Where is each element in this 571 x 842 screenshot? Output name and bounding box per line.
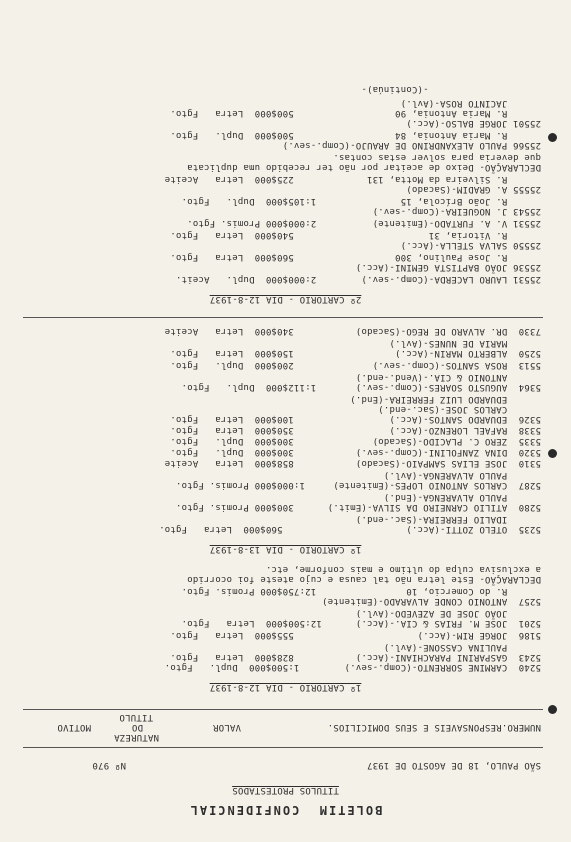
record-line: 5287 CARLOS ANTONIO LOPES-(Emitente) 1:000$000 Promis. Fgto. [175,480,541,490]
record-line: PAULO ALVARENGA-(Avl.) [383,470,541,480]
record-line: R. do Comercio, 10 12:750$000 Promis. Fgto. [181,586,541,596]
record-line: 25550 SALVA STELLA-(Acc.) [400,240,541,250]
section-heading: 1º CARTORIO - DIA 12-8-1937 [209,682,362,692]
record-line: JOÃO JOSE DE AZEVEDO-(Avl.) [355,608,541,618]
record-line: 25501 JORGE BALSO-(Acc.) [406,118,541,128]
record-line: 5335 ZERO C. PLACIDO-(Sacado) 300$000 Dupl. Fgto. [170,436,541,446]
binder-hole [548,133,557,142]
record-line: 5250 ALBERTO MARIN-(Acc.) 150$000 Letra Fgto. [170,348,541,358]
record-line: R. João Brícola, 15 1:105$000 Dupl. Fgto. [181,196,541,206]
continuation-note: -(Continúa)- [361,84,541,94]
col-natureza: DO [131,722,143,732]
declaration-line: que deveria para solver estas contas. [333,152,541,162]
record-line: 5280 ATILIO CARNEIRO DA SILVA-(Emit.) 300$000 Promis. Fgto. [175,502,541,512]
record-line: 5235 OTELO ZOTTI-(Acc.) 560$000 Letra Fgto. [158,524,541,534]
declaration-line: DECLARAÇÃO- Deixo de aceitar por não ter recebido uma duplicata [187,162,541,172]
record-line: 25536 JOÃO BAPTISTA GEMINI-(Acc.) [355,262,541,272]
record-line: PAULINA CASSONE-(Avl.) [383,642,541,652]
record-line: EDUARDO LUIZ FERREIRA-(End.) [349,394,541,404]
declaration-line: DECLARAÇÃO- Este letra não tal causa e cujo ateste foi ocorrido [187,574,541,584]
bulletin-subtitle: TITULOS PROTESTADOS [232,785,339,795]
record-line: 5320 DINA ZANFOLINI-(Comp.-sev.) 300$000 Dupl. Fgto. [170,447,541,457]
record-line: 5243 GASPARINI PARACHIANI-(Acc.) 828$000 Letra Fgto. [170,652,541,662]
record-line: R. Maria Antonia, 90 500$000 Letra Fgto. [170,108,541,118]
record-line: 5257 ANTONIO CONDE ALVARADO-(Emitente) [321,596,541,606]
record-line: 25555 A. GRADIM-(Sacado) [406,184,541,194]
binder-hole [548,449,557,458]
record-line: 5201 JOSE M. FRIAS & CIA.-(Acc.) 12:500$000 Letra Fgto. [181,618,541,628]
record-line: R. Jose Paulino, 300 560$000 Letra Fgto. [170,252,541,262]
record-line: 5326 EDUARDO SANTOS-(Acc.) 100$000 Letra Fgto. [170,414,541,424]
section-heading: 2º CARTORIO - DIA 12-8-1937 [209,294,362,304]
record-line: CARLOS JOSE-(Sac.-end.) [378,404,541,414]
record-line: 5186 JORGE RIM-(Acc.) 555$000 Letra Fgto. [170,630,541,640]
record-line: 5513 ROSA SANTOS-(Comp.-sev.) 200$000 Dupl. Fgto. [170,360,541,370]
record-line: 5310 JOSE ELIAS SAMPAIO-(Sacado) 858$000 Letra Aceite [164,458,541,468]
declaration-line: a exclusiva culpa do ultimo e mais conforme, etc. [265,564,541,574]
divider [23,317,543,318]
record-line: R. Silveira da Motta, 131 225$000 Letra Aceite [164,174,541,184]
col-valor: VALOR [212,722,241,732]
record-line: 25531 LAURO LACERDA-(Comp.-sev.) 2:000$000 Dupl. Aceit. [175,274,541,284]
record-line: 25543 J. NOGUEIRA-(Comp.-sev.) [372,206,541,216]
bulletin-number: Nº 970 [92,760,126,770]
section-heading: 1º CARTORIO - DIA 13-8-1937 [209,544,362,554]
record-line: 5338 RAFAEL LORENZO-(Acc.) 350$000 Letra Fgto. [170,425,541,435]
col-natureza: NATUREZA [114,732,159,742]
date-line: SÃO PAULO, 18 DE AGOSTO DE 1937 [366,760,541,770]
record-line: 7330 DR. ALVARO DE REGO-(Sacado) 340$000 Letra Aceite [164,326,541,336]
record-line: R. Maria Antonia, 84 500$000 Dupl. Fgto. [170,130,541,140]
bulletin-title: BOLETIM CONFIDENCIAL [188,803,383,817]
col-names: NUMERO.RESPONSAVEIS E SEUS DOMICILIOS. [327,722,541,732]
record-line: JACINTO ROSA-(Avl.) [400,98,541,108]
record-line: IDALIO FERREIRA-(Sac.-end.) [355,514,541,524]
col-motivo: MOTIVO [57,722,91,732]
binder-hole [548,705,557,714]
record-line: 25531 V. A. FURTADO-(Emitente) 2:000$000 Promis. Fgto. [187,218,541,228]
record-line: ANTONIO & CIA.-(Vend.-end.) [355,372,541,382]
divider [23,709,543,710]
divider [23,747,543,748]
record-line: PAULO ALVARENGA-(End.) [383,492,541,502]
record-line: 25566 PAULO ALEXANDRINO DE ARAUJO-(Comp.-sev.) [282,140,541,150]
record-line: R. Vitoria, 31 540$000 Letra Fgto. [170,230,541,240]
col-natureza: TITULO [119,712,153,722]
record-line: 5240 CARMINE SORRENTO-(Comp.-sev.) 1:500$000 Dupl. Fgto. [164,662,541,672]
record-line: 5364 AUGUSTO SOARES-(Comp.-sev.) 1:112$000 Dupl. Fgto. [181,382,541,392]
record-line: MARIA DE NUNES-(Avl.) [389,338,541,348]
